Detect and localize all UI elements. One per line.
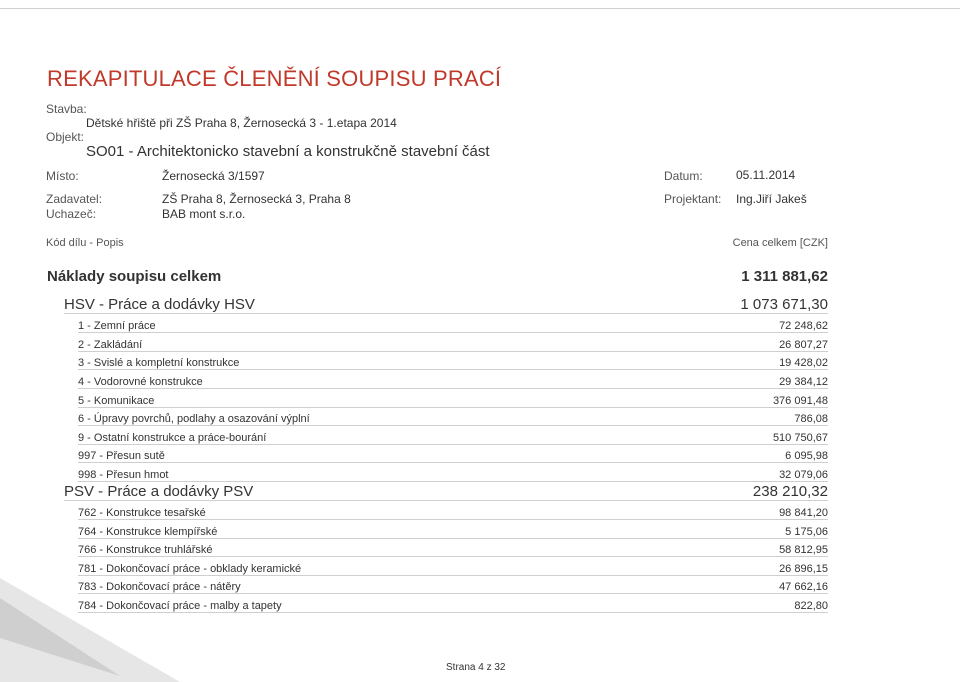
row-label: 784 - Dokončovací práce - malby a tapety bbox=[78, 600, 282, 613]
table-row bbox=[78, 556, 828, 576]
row-value: 19 428,02 bbox=[779, 357, 828, 370]
objekt-value: SO01 - Architektonicko stavební a konstrukčně stavební část bbox=[86, 143, 490, 160]
row-label: 762 - Konstrukce tesařské bbox=[78, 507, 206, 520]
table-row bbox=[78, 351, 828, 371]
stavba-label: Stavba: bbox=[46, 102, 87, 116]
row-value: 786,08 bbox=[794, 413, 828, 426]
row-label: 783 - Dokončovací práce - nátěry bbox=[78, 581, 241, 594]
table-row bbox=[78, 444, 828, 464]
table-row bbox=[78, 407, 828, 427]
projektant-value: Ing.Jiří Jakeš bbox=[736, 192, 807, 206]
datum-value: 05.11.2014 bbox=[736, 168, 796, 182]
table-row bbox=[78, 500, 828, 520]
scan-corner-fold bbox=[0, 578, 180, 682]
stavba-value: Dětské hřiště při ZŠ Praha 8, Žernosecká 3 - 1.etapa 2014 bbox=[86, 116, 397, 130]
table-row bbox=[78, 425, 828, 445]
row-label: 3 - Svislé a kompletní konstrukce bbox=[78, 357, 240, 370]
total-label: Náklady soupisu celkem bbox=[47, 268, 222, 285]
row-label: 2 - Zakládání bbox=[78, 338, 143, 351]
row-label: 764 - Konstrukce klempířské bbox=[78, 525, 218, 538]
row-label: 6 - Úpravy povrchů, podlahy a osazování výplní bbox=[78, 413, 310, 426]
row-value: 822,80 bbox=[794, 600, 828, 613]
scan-top-line bbox=[0, 8, 960, 9]
table-row bbox=[78, 593, 828, 613]
table-row bbox=[78, 369, 828, 389]
page-number: Strana 4 z 32 bbox=[446, 662, 506, 673]
row-value: 47 662,16 bbox=[779, 581, 828, 594]
datum-label: Datum: bbox=[664, 169, 703, 183]
section-row bbox=[64, 294, 828, 314]
row-value: 29 384,12 bbox=[779, 375, 828, 388]
column-header-price: Cena celkem [CZK] bbox=[732, 237, 828, 249]
objekt-label: Objekt: bbox=[46, 130, 85, 144]
projektant-label: Projektant: bbox=[664, 192, 722, 206]
row-label: HSV - Práce a dodávky HSV bbox=[64, 296, 255, 313]
page-title: REKAPITULACE ČLENĚNÍ SOUPISU PRACÍ bbox=[47, 66, 502, 91]
zadavatel-label: Zadavatel: bbox=[46, 192, 103, 206]
row-value: 72 248,62 bbox=[779, 320, 828, 333]
row-value: 5 175,06 bbox=[785, 525, 828, 538]
table-row bbox=[78, 462, 828, 482]
row-label: 5 - Komunikace bbox=[78, 394, 155, 407]
row-value: 510 750,67 bbox=[772, 431, 828, 444]
total-value: 1 311 881,62 bbox=[741, 268, 828, 285]
row-value: 32 079,06 bbox=[779, 468, 828, 481]
table-row bbox=[78, 538, 828, 558]
section-row bbox=[64, 481, 828, 501]
table-row bbox=[78, 332, 828, 352]
row-value: 58 812,95 bbox=[779, 544, 828, 557]
row-value: 26 807,27 bbox=[779, 338, 828, 351]
column-header-description: Kód dílu - Popis bbox=[46, 237, 124, 249]
row-label: 766 - Konstrukce truhlářské bbox=[78, 544, 213, 557]
row-value: 26 896,15 bbox=[779, 562, 828, 575]
row-label: PSV - Práce a dodávky PSV bbox=[64, 482, 254, 500]
row-value: 1 073 671,30 bbox=[740, 296, 828, 313]
row-value: 98 841,20 bbox=[779, 507, 828, 520]
misto-label: Místo: bbox=[46, 169, 79, 183]
row-label: 997 - Přesun sutě bbox=[78, 450, 165, 463]
table-row bbox=[78, 388, 828, 408]
uchazec-value: BAB mont s.r.o. bbox=[162, 207, 246, 221]
row-label: 4 - Vodorovné konstrukce bbox=[78, 375, 203, 388]
row-value: 6 095,98 bbox=[785, 450, 828, 463]
uchazec-label: Uchazeč: bbox=[46, 207, 97, 221]
row-value: 238 210,32 bbox=[752, 482, 828, 500]
row-value: 376 091,48 bbox=[772, 394, 828, 407]
row-label: 781 - Dokončovací práce - obklady keramické bbox=[78, 562, 302, 575]
table-row bbox=[78, 314, 828, 334]
row-label: 998 - Přesun hmot bbox=[78, 468, 169, 481]
row-label: 9 - Ostatní konstrukce a práce-bourání bbox=[78, 431, 267, 444]
row-label: 1 - Zemní práce bbox=[78, 320, 156, 333]
misto-value: Žernosecká 3/1597 bbox=[162, 169, 265, 183]
zadavatel-value: ZŠ Praha 8, Žernosecká 3, Praha 8 bbox=[162, 192, 351, 206]
table-row bbox=[78, 519, 828, 539]
table-row bbox=[78, 575, 828, 595]
